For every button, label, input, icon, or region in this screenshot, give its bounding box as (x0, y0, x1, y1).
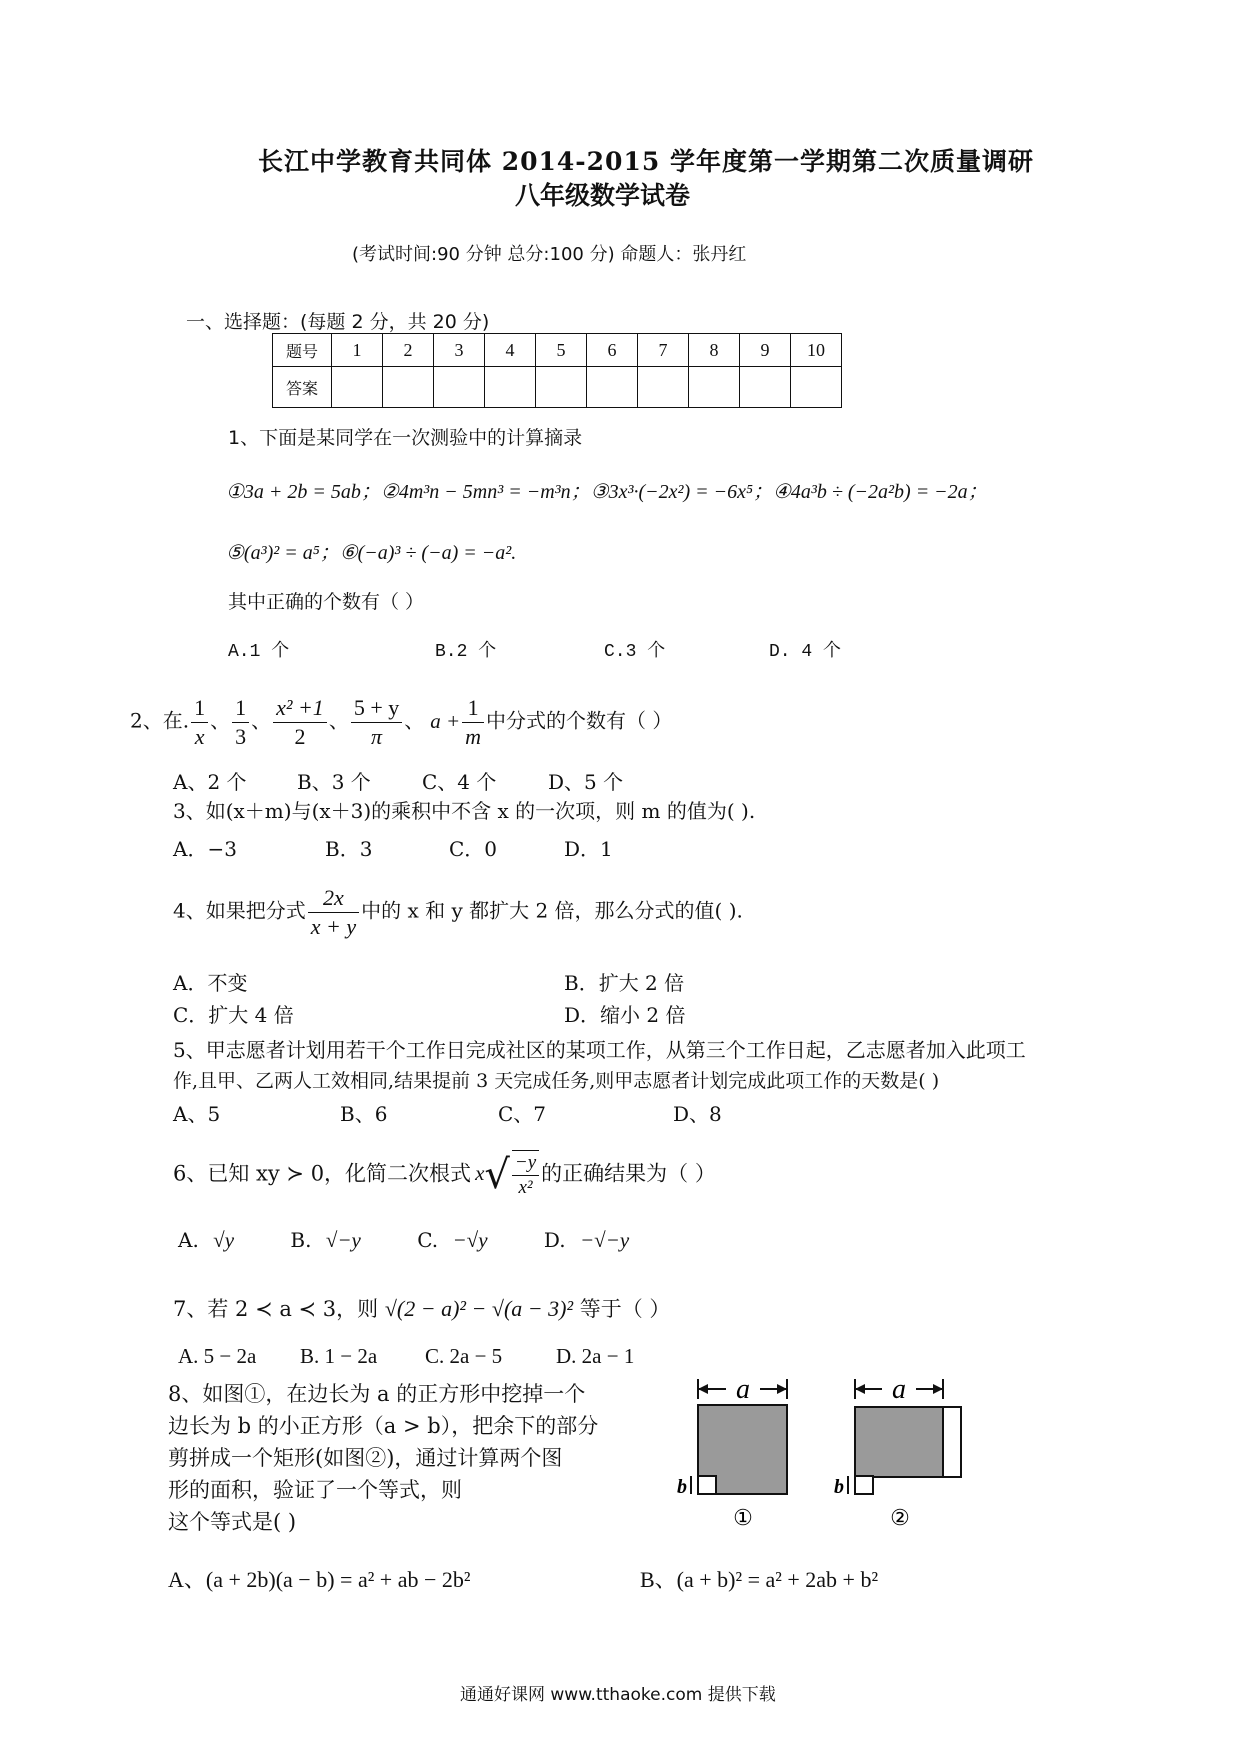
question-7-expression: √(2 − a)² − √(a − 3)² (384, 1296, 574, 1321)
separator: 、 (328, 708, 349, 733)
separator: 、 (404, 708, 425, 733)
question-4-suffix: 中的 x 和 y 都扩大 2 倍，那么分式的值( ). (361, 898, 743, 923)
exam-title: 长江中学教育共同体 2014-2015 学年度第一学期第二次质量调研 (258, 147, 1034, 176)
question-4-option-d: D．缩小 2 倍 (564, 1003, 686, 1027)
question-8-line: 这个等式是( ) (168, 1510, 297, 1534)
question-5-option-c: C、7 (498, 1102, 547, 1126)
label-a: a (892, 1375, 906, 1405)
figure-caption: ② (890, 1506, 910, 1531)
question-2-fraction (462, 694, 484, 750)
question-7-suffix: 等于（ ） (579, 1297, 671, 1321)
answer-table-row-numbers (273, 334, 842, 367)
question-1-option-a: A.1 个 (228, 642, 290, 662)
table-cell-number: 6 (587, 334, 638, 367)
answer-cell[interactable] (638, 367, 689, 408)
question-7-option-c: C. 2a − 5 (425, 1344, 503, 1368)
arrow-left-icon (855, 1384, 865, 1394)
question-6-option-d-value: −√−y (579, 1228, 630, 1252)
question-2-option-a: A、2 个 (173, 770, 247, 794)
question-6-option-a-value: √y (213, 1228, 235, 1252)
figure-2 (834, 1375, 961, 1531)
question-3-option-a: A．−3 (173, 837, 237, 861)
exam-subtitle: 八年级数学试卷 (515, 181, 691, 210)
question-3-option-c: C．0 (449, 837, 498, 861)
question-2-stem (130, 694, 672, 750)
fraction-numerator: 5 + y (351, 694, 402, 723)
question-5-option-d: D、8 (673, 1102, 722, 1126)
fraction-denominator: 2 (294, 723, 306, 749)
question-1-option-b: B.2 个 (435, 642, 497, 662)
fraction-numerator: 2x (308, 884, 359, 913)
question-1-ask: 其中正确的个数有（ ） (228, 591, 425, 613)
section-heading: 一、选择题：(每题 2 分，共 20 分) (186, 311, 490, 333)
table-cell-number: 2 (383, 334, 434, 367)
question-6-options (178, 1228, 629, 1253)
question-6-option-a-label: A. (178, 1228, 199, 1252)
table-header-label: 题号 (273, 334, 332, 367)
question-5-option-b: B、6 (340, 1102, 388, 1126)
table-cell-number: 7 (638, 334, 689, 367)
answer-cell[interactable] (587, 367, 638, 408)
answer-table-row-answers (273, 367, 842, 408)
fraction-denominator: m (465, 723, 482, 749)
question-8-line: 剪拼成一个矩形(如图②)，通过计算两个图 (168, 1446, 563, 1470)
question-7-option-b: B. 1 − 2a (300, 1344, 378, 1368)
small-square (698, 1476, 716, 1494)
small-square (855, 1476, 873, 1494)
fraction-numerator: −y (512, 1151, 539, 1176)
label-a: a (736, 1375, 750, 1405)
question-6-suffix: 的正确结果为（ ） (541, 1161, 716, 1186)
sqrt-icon: √ (484, 1151, 510, 1198)
separator: 、 (251, 708, 272, 733)
arrow-right-icon (933, 1384, 943, 1394)
question-8-line: 边长为 b 的小正方形（a > b），把余下的部分 (168, 1414, 599, 1438)
question-4-prefix: 4、如果把分式 (173, 898, 306, 923)
question-1-line1: ①3a + 2b = 5ab；②4m³n − 5mn³ = −m³n；③3x³·(−2x²) = −6x⁵；④4a³b ÷ (−2a²b) = −2a； (226, 481, 988, 503)
table-cell-number: 10 (791, 334, 842, 367)
question-6-option-d-label: D. (543, 1228, 566, 1252)
question-8-line: 8、如图①，在边长为 a 的正方形中挖掉一个 (168, 1382, 586, 1406)
table-answer-label: 答案 (273, 367, 332, 408)
answer-cell[interactable] (383, 367, 434, 408)
fraction-numerator: 1 (232, 694, 249, 723)
question-1-option-c: C.3 个 (604, 642, 666, 662)
question-6-option-b-value: √−y (325, 1228, 361, 1252)
answer-table (272, 333, 842, 408)
question-1-line2: ⑤(a³)² = a⁵；⑥(−a)³ ÷ (−a) = −a². (226, 542, 517, 564)
table-cell-number: 8 (689, 334, 740, 367)
fraction-numerator: x² +1 (273, 694, 327, 723)
fraction-numerator: 1 (191, 694, 208, 723)
question-2-last-term: a + (430, 708, 461, 733)
question-2-option-b: B、3 个 (297, 770, 371, 794)
answer-cell[interactable] (536, 367, 587, 408)
question-2-fraction (232, 694, 249, 750)
table-cell-number: 5 (536, 334, 587, 367)
question-2-fraction (191, 694, 208, 750)
question-4-option-c: C．扩大 4 倍 (173, 1003, 294, 1027)
answer-cell[interactable] (689, 367, 740, 408)
fraction-numerator: 1 (462, 694, 484, 723)
question-8-line: 形的面积，验证了一个等式，则 (168, 1478, 462, 1502)
fraction-denominator: 3 (235, 723, 247, 749)
question-1-stem: 1、下面是某同学在一次测验中的计算摘录 (228, 427, 583, 449)
answer-cell[interactable] (332, 367, 383, 408)
arrow-right-icon (777, 1384, 787, 1394)
figure-caption: ① (733, 1506, 753, 1531)
question-5-option-a: A、5 (173, 1102, 221, 1126)
cut-strip (943, 1407, 961, 1477)
answer-cell[interactable] (434, 367, 485, 408)
question-7-option-d: D. 2a − 1 (556, 1344, 635, 1368)
question-5-line2: 作,且甲、乙两人工效相同,结果提前 3 天完成任务,则甲志愿者计划完成此项工作的天数是( ) (173, 1070, 940, 1092)
table-cell-number: 3 (434, 334, 485, 367)
question-6-radicand (512, 1150, 539, 1200)
table-cell-number: 9 (740, 334, 791, 367)
question-8-option-b: B、(a + b)² = a² + 2ab + b² (640, 1567, 879, 1592)
question-4-stem (173, 884, 743, 940)
question-3-option-b: B．3 (325, 837, 373, 861)
separator: 、 (210, 708, 231, 733)
question-7-option-a: A. 5 − 2a (178, 1344, 257, 1368)
answer-cell[interactable] (485, 367, 536, 408)
radical-coefficient: x (475, 1161, 485, 1186)
fraction-denominator: x + y (310, 913, 357, 939)
question-7-stem (173, 1293, 670, 1323)
label-b: b (677, 1476, 687, 1498)
question-2-option-c: C、4 个 (422, 770, 497, 794)
question-4-option-b: B．扩大 2 倍 (564, 971, 685, 995)
remaining-part (855, 1407, 943, 1477)
question-2-fraction (351, 694, 402, 750)
question-3-stem: 3、如(x＋m)与(x＋3)的乘积中不含 x 的一次项，则 m 的值为( ). (173, 799, 756, 823)
question-2-fraction (273, 694, 327, 750)
question-1-option-d: D. 4 个 (769, 642, 842, 662)
table-cell-number: 4 (485, 334, 536, 367)
question-4-option-a: A．不变 (173, 971, 248, 995)
question-6-option-b-label: B. (290, 1228, 312, 1252)
question-8-figure (660, 1375, 980, 1535)
label-b: b (834, 1476, 844, 1498)
question-2-suffix: 中分式的个数有（ ） (486, 708, 673, 733)
fraction-denominator: x² (518, 1176, 533, 1198)
question-6-stem (173, 1150, 716, 1200)
page-footer: 通通好课网 www.tthaoke.com 提供下载 (460, 1685, 776, 1705)
question-6-option-c-label: C. (417, 1228, 439, 1252)
exam-meta: (考试时间:90 分钟 总分:100 分) 命题人：张丹红 (352, 244, 747, 265)
fraction-denominator: π (371, 723, 383, 749)
figure-1 (677, 1375, 787, 1531)
question-6-option-c-value: −√y (452, 1228, 488, 1252)
question-5-line1: 5、甲志愿者计划用若干个工作日完成社区的某项工作，从第三个工作日起，乙志愿者加入此项工 (173, 1038, 1026, 1062)
answer-cell[interactable] (740, 367, 791, 408)
question-4-fraction (308, 884, 359, 940)
question-2-option-d: D、5 个 (548, 770, 624, 794)
question-2-prefix: 2、在. (130, 708, 190, 733)
question-8-option-a: A、(a + 2b)(a − b) = a² + ab − 2b² (168, 1567, 471, 1592)
question-6-prefix: 6、已知 xy ≻ 0，化简二次根式 (173, 1161, 472, 1186)
fraction-denominator: x (194, 723, 205, 749)
table-cell-number: 1 (332, 334, 383, 367)
arrow-left-icon (698, 1384, 708, 1394)
answer-cell[interactable] (791, 367, 842, 408)
question-3-option-d: D．1 (564, 837, 613, 861)
question-7-prefix: 7、若 2 ≺ a ≺ 3，则 (173, 1297, 379, 1321)
